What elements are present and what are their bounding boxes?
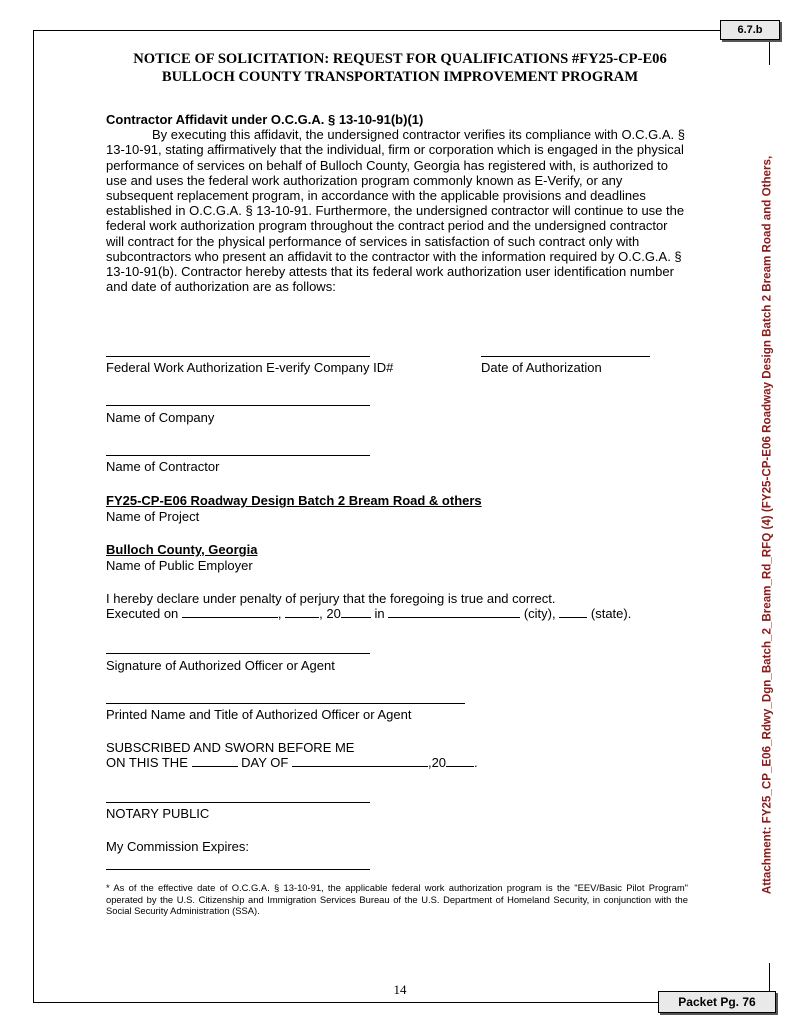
executed-in: in <box>374 606 385 621</box>
affidavit-section <box>106 112 688 294</box>
project-label: Name of Project <box>106 509 200 524</box>
executed-twenty: , 20 <box>319 606 341 621</box>
commission-line[interactable] <box>106 869 370 870</box>
printed-name-label: Printed Name and Title of Authorized Officer or Agent <box>106 707 412 722</box>
signature-label: Signature of Authorized Officer or Agent <box>106 658 335 673</box>
everify-id-label: Federal Work Authorization E-verify Company ID# <box>106 360 394 375</box>
attachment-side-text: Attachment: FY25_CP_E06_Rdwy_Dgn_Batch_2_Bream_Rd_RFQ (4) (FY25-CP-E06 Roadway Design Batch 2 Bream Road and Others, <box>760 155 774 895</box>
executed-state-label: (state). <box>590 606 632 621</box>
executed-month-blank[interactable] <box>285 606 319 618</box>
executed-on-label: Executed on <box>106 606 179 621</box>
affidavit-body: By executing this affidavit, the undersigned contractor verifies its compliance with O.C.G.A. § 13-10-91, stating affirmatively that the individual, firm or corporation which is engaged in the physical performance of services on behalf of Bulloch County, Georgia has registered with, is authorized to use and uses the federal work authorization program commonly known as E-Verify, or any subsequent replacement program, in accordance with the applicable provisions and deadlines established in O.C.G.A. § 13-10-91. Furthermore, the undersigned contractor will continue to use the federal work authorization program throughout the contract period and the undersigned contractor will contract for the physical performance of services in satisfaction of such contract only with subcontractors who present an affidavit to the contractor with the information required by O.C.G.A. § 13-10-91(b). Contractor hereby attests that its federal work authorization user identification number and date of authorization are as follows: <box>106 127 686 295</box>
sworn-day-blank[interactable] <box>192 755 238 767</box>
packet-page-badge: Packet Pg. 76 <box>658 991 776 1013</box>
company-label: Name of Company <box>106 410 215 425</box>
on-this-the-label: ON THIS THE <box>106 755 188 770</box>
sworn-period: . <box>474 755 478 770</box>
page-frame-top <box>33 30 720 31</box>
page-frame-left <box>33 30 34 1002</box>
page-frame-right-top <box>769 37 770 65</box>
signature-line[interactable] <box>106 653 370 654</box>
day-of-label: DAY OF <box>241 755 289 770</box>
contractor-label: Name of Contractor <box>106 459 220 474</box>
footnote: * As of the effective date of O.C.G.A. § 13-10-91, the applicable federal work authorization program is the "EEV/Basic Pilot Program" operated by the U.S. Citizenship and Immigration Services Bureau of the U.S. Department of Homeland Security, in conjunction with the Social Security Administration (SSA). <box>106 882 688 917</box>
company-line[interactable] <box>106 405 370 406</box>
contractor-line[interactable] <box>106 455 370 456</box>
project-value: FY25-CP-E06 Roadway Design Batch 2 Bream Road & others <box>106 493 482 508</box>
date-authorization-label: Date of Authorization <box>481 360 602 375</box>
page-number: 14 <box>393 982 407 997</box>
sworn-line-1: SUBSCRIBED AND SWORN BEFORE ME <box>106 740 355 755</box>
affidavit-heading: Contractor Affidavit under O.C.G.A. § 13-10-91(b)(1) <box>106 112 424 127</box>
sworn-line-2 <box>106 755 478 770</box>
page-frame-bottom <box>33 1002 658 1003</box>
sworn-month-blank[interactable] <box>292 755 428 767</box>
executed-comma: , <box>277 606 282 621</box>
title-line-2: BULLOCH COUNTY TRANSPORTATION IMPROVEMENT PROGRAM <box>161 69 639 85</box>
date-authorization-line[interactable] <box>481 356 650 357</box>
executed-city-label: (city), <box>523 606 556 621</box>
executed-state-blank[interactable] <box>559 606 587 618</box>
executed-year-blank[interactable] <box>341 606 371 618</box>
page-title <box>60 50 740 86</box>
executed-city-blank[interactable] <box>388 606 520 618</box>
employer-label: Name of Public Employer <box>106 558 253 573</box>
title-line-1: NOTICE OF SOLICITATION: REQUEST FOR QUALIFICATIONS #FY25-CP-E06 <box>133 51 667 67</box>
commission-label: My Commission Expires: <box>106 839 250 854</box>
declaration-text: I hereby declare under penalty of perjury that the foregoing is true and correct. <box>106 591 556 606</box>
printed-name-line[interactable] <box>106 703 465 704</box>
section-badge: 6.7.b <box>720 20 780 40</box>
executed-on-row <box>106 606 631 621</box>
sworn-year-blank[interactable] <box>446 755 474 767</box>
everify-id-line[interactable] <box>106 356 370 357</box>
sworn-comma-20: ,20 <box>427 755 447 770</box>
notary-line[interactable] <box>106 802 370 803</box>
notary-label: NOTARY PUBLIC <box>106 806 210 821</box>
employer-value: Bulloch County, Georgia <box>106 542 258 557</box>
executed-day-blank[interactable] <box>182 606 278 618</box>
